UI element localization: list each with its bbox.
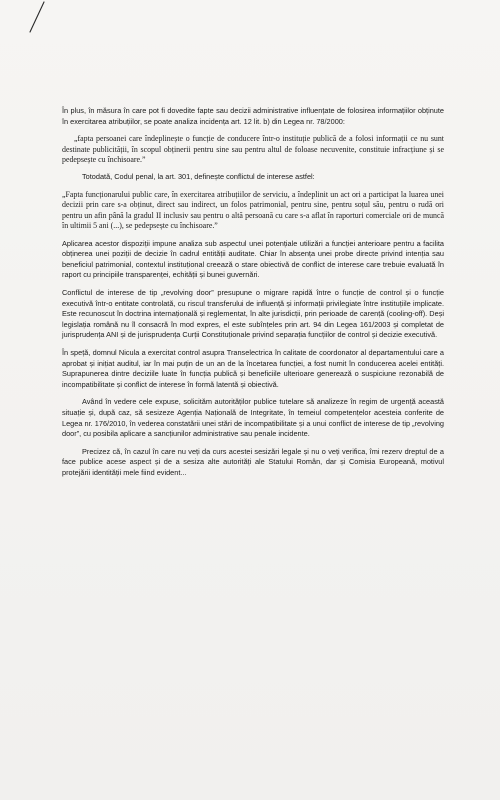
- paragraph-intro: În plus, în măsura în care pot fi dovedite fapte sau decizii administrative influențate de folosirea informațiilor obținute în exercitarea atribuțiilor, se poate analiza incidența art. 12 lit. b) din Legea nr. 78/2000:: [62, 106, 444, 126]
- quote-law-78-2000: „fapta persoanei care îndeplinește o funcție de conducere într-o instituție publică de a folosi informații ce nu sunt destinate publicității, în scopul obținerii pentru sine sau pentru altul de foloase necuvenite, constituie infracțiune și se pedepsește cu închisoare.”: [62, 134, 444, 164]
- quote-art-301: „Fapta funcționarului public care, în exercitarea atribuțiilor de serviciu, a îndeplinit un act ori a participat la luarea unei decizii prin care s-a obținut, direct sau indirect, un folos patrimonial, pentru sine, pentru soțul său, pentru o rudă ori pentru un afin până la gradul II inclusiv sau pentru o altă persoană cu care s-a aflat în raporturi comerciale ori de muncă în ultimii 5 ani (...), se pedepsește cu închisoare.”: [62, 190, 444, 231]
- document-body: [62, 106, 444, 486]
- paragraph-case-facts: În speță, domnul Nicula a exercitat control asupra Transelectrica în calitate de coordonator al departamentului care a aprobat și inițiat auditul, iar în mai puțin de un an de la încetarea funcției, a fost numit în conducerea acelei entități. Suprapunerea dintre deciziile luate în funcția publică și beneficiile ulterioare generează o suspiciune rezonabilă de incompatibilitate și conflict de interese în formă latentă și obiectivă.: [62, 347, 444, 389]
- paragraph-closing: Precizez că, în cazul în care nu veți da curs acestei sesizări legale și nu o veți verifica, îmi rezerv dreptul de a face publice acese aspect și de a sesiza alte autorități ale Statului Român, dar și Comisia Europeană, motivul protejării identității mele fiind evident...: [62, 446, 444, 477]
- paragraph-request: Având în vedere cele expuse, solicităm autorităților publice tutelare să analizeze în regim de urgență această situație și, după caz, să sesizeze Agenția Națională de Integritate, în temeiul competențelor acesteia conferite de Legea nr. 176/2010, în vederea constatării unei stări de incompatibilitate și a unui conflict de interese de tip „revolving door”, cu posibila aplicare a sancțiunilor administrative sau penale incidente.: [62, 397, 444, 439]
- paragraph-revolving-door: Conflictul de interese de tip „revolving door” presupune o migrare rapidă între o funcție de control și o funcție executivă într-o entitate controlată, cu riscul transferului de influență și informații privilegiate între instituțiile implicate. Este recunoscut în doctrina internațională și reglementat, în alte jurisdicții, prin perioade de carență (cooling-off). Deși legislația română nu îl consacră în mod expres, el este subînțeles prin art. 94 din Legea 161/2003 și completat de jurisprudența ANI și de jurisprudența Curții Constituționale privind separația funcțiilor de control și decizie executivă.: [62, 288, 444, 340]
- paragraph-analysis: Aplicarea acestor dispoziții impune analiza sub aspectul unei potențiale utilizări a funcției anterioare pentru a facilita obținerea unei poziții de decizie în cadrul entității auditate. Chiar în absența unei probe directe privind intenția sau beneficiul patrimonial, contextul instituțional creează o stare obiectivă de conflict de interese care trebuie evaluată în raport cu principiile transparenței, echității și bunei guvernări.: [62, 238, 444, 280]
- paragraph-penal-code: Totodată, Codul penal, la art. 301, definește conflictul de interese astfel:: [82, 172, 315, 182]
- pen-stroke-mark: [0, 0, 60, 60]
